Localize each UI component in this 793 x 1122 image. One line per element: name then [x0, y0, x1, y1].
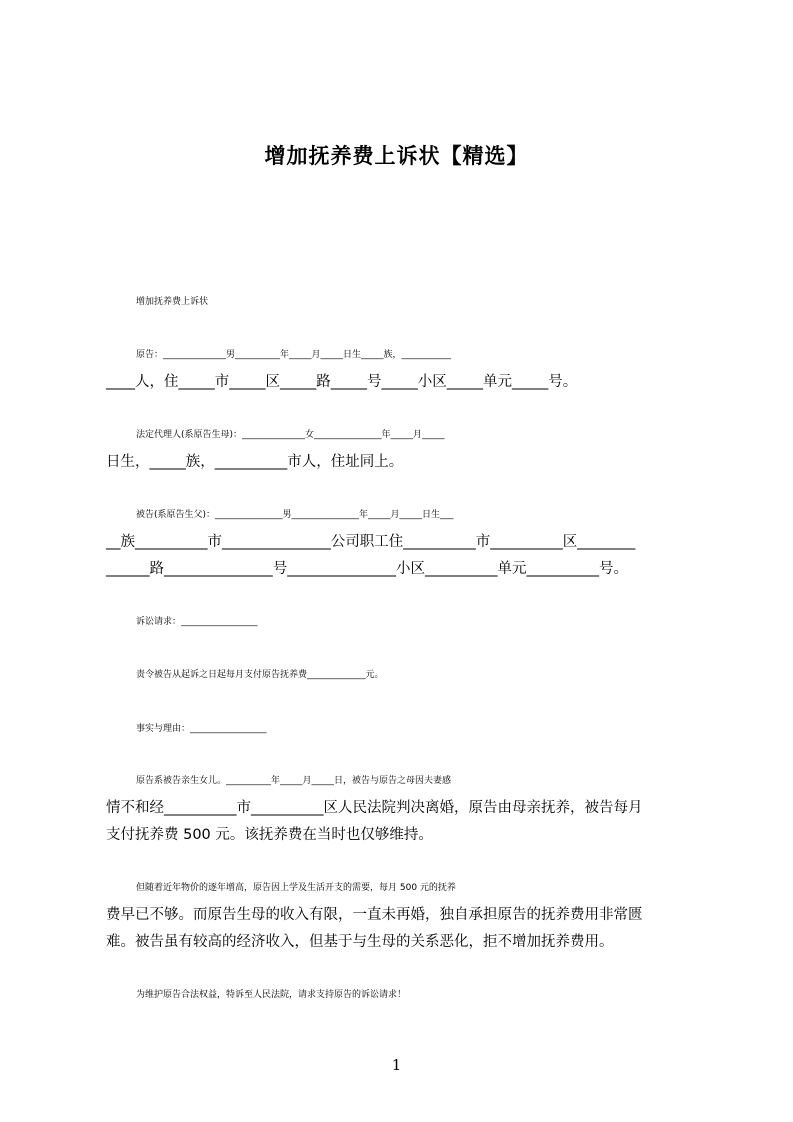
agent-line-1: 法定代理人(系原告生母)：______________女_______________年_____月_____ [136, 430, 445, 440]
facts-p2-line-2: 费早已不够。而原告生母的收入有限，一直未再婚，独自承担原告的抚养费用非常匮 [106, 907, 643, 923]
plaintiff-line-2: ____人，住_____市_____区_____路_____号_____小区_____单元_____号。 [106, 374, 578, 390]
claim-text: 责令被告从起诉之日起每月支付原告抚养费_____________元。 [136, 670, 384, 680]
facts-p2-line-3: 难。被告虽有较高的经济收入，但基于与生母的关系恶化，拒不增加抚养费用。 [106, 934, 614, 950]
document-title: 增加抚养费上诉状【精选】 [264, 144, 529, 168]
facts-p2-line-1: 但随着近年物价的逐年增高，原告因上学及生活开支的需要，每月 500 元的抚养 [136, 883, 456, 893]
facts-p1-line-1: 原告系被告亲生女儿。__________年_____月_____日，被告与原告之母因夫妻感 [136, 776, 452, 786]
facts-p1-line-3: 支付抚养费 500 元。该抚养费在当时也仅够维持。 [106, 827, 433, 843]
conclusion: 为维护原告合法权益，特诉至人民法院，请求支持原告的诉讼请求！ [136, 990, 407, 1000]
subtitle: 增加抚养费上诉状 [136, 297, 209, 307]
agent-line-2: 日生，_____族，__________市人，住址同上。 [106, 454, 404, 470]
facts-p1-line-2: 情不和经__________市__________区人民法院判决离婚，原告由母亲抚养，被告每月 [106, 800, 643, 816]
facts-heading: 事实与理由：_________________ [136, 724, 267, 734]
defendant-line-2: __族__________市_______________公司职工住__________市__________区________ [106, 534, 636, 550]
plaintiff-line-1: 原告：______________男__________年_____月_____日生_____族，___________ [136, 350, 452, 360]
page-number: 1 [391, 1056, 402, 1074]
defendant-line-3: ______路_______________号_______________小区__________单元__________号。 [106, 561, 628, 577]
claim-heading: 诉讼请求：_________________ [136, 617, 258, 627]
defendant-line-1: 被告(系原告生父)：_______________男_______________年_____月_____日生___ [136, 510, 454, 520]
